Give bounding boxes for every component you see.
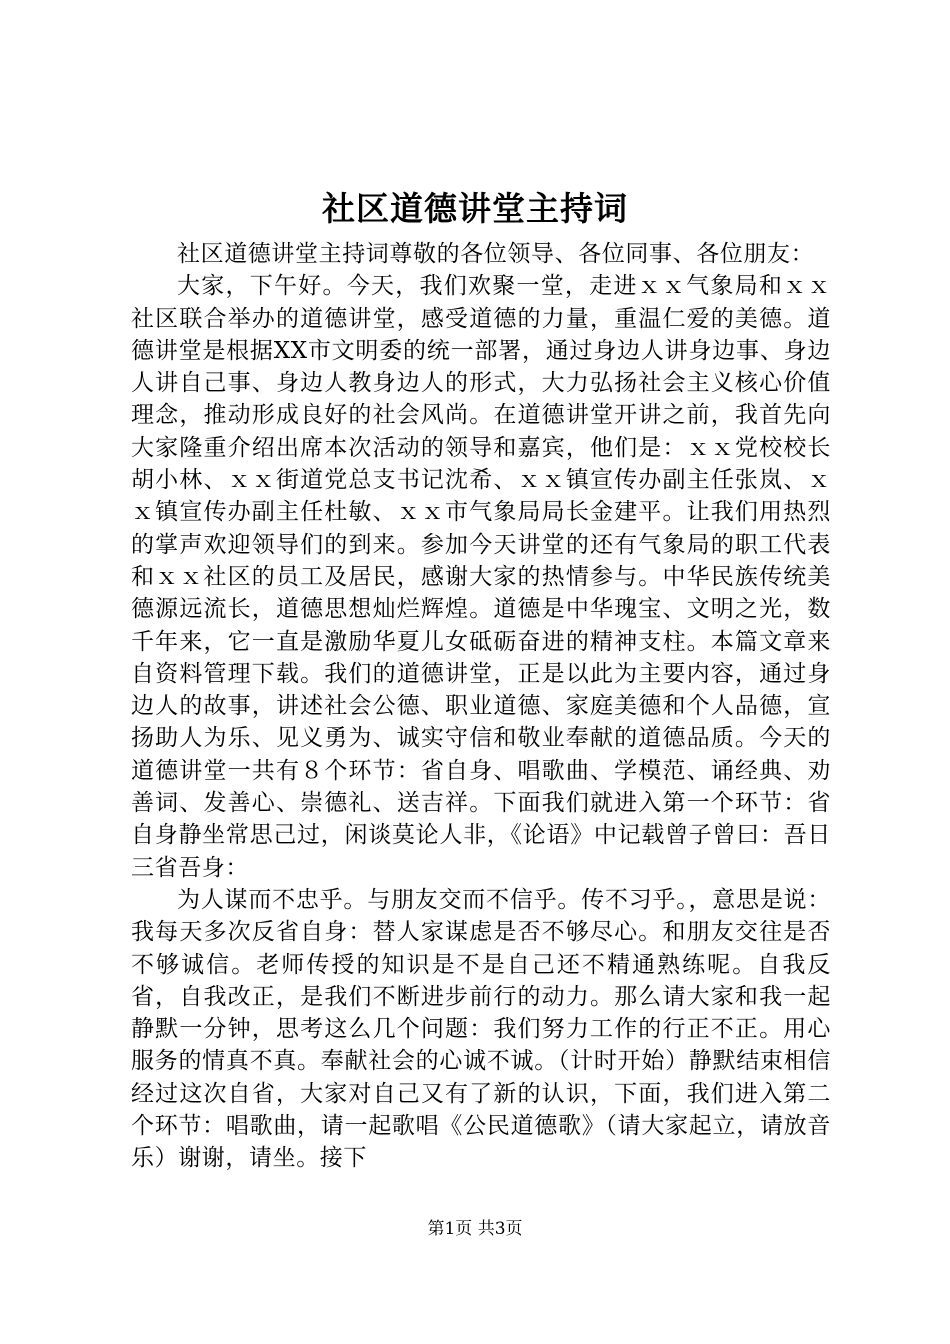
document-title: 社区道德讲堂主持词 xyxy=(322,189,628,228)
document-body xyxy=(131,238,831,1175)
paragraph-opening: 大家，下午好。今天，我们欢聚一堂，走进ｘｘ气象局和ｘｘ社区联合举办的道德讲堂，感受道德的力量，重温仁爱的美德。道德讲堂是根据XX市文明委的统一部署，通过身边人讲身边事、身边人讲自己事、身边人教身边人的形式，大力弘扬社会主义核心价值理念，推动形成良好的社会风尚。在道德讲堂开讲之前，我首先向大家隆重介绍出席本次活动的领导和嘉宾，他们是：ｘｘ党校校长胡小林、ｘｘ街道党总支书记沈希、ｘｘ镇宣传办副主任张岚、ｘｘ镇宣传办副主任杜敏、ｘｘ市气象局局长金建平。让我们用热烈的掌声欢迎领导们的到来。参加今天讲堂的还有气象局的职工代表和ｘｘ社区的员工及居民，感谢大家的热情参与。中华民族传统美德源远流长，道德思想灿烂辉煌。道德是中华瑰宝、文明之光，数千年来，它一直是激励华夏儿女砥砺奋进的精神支柱。本篇文章来自资料管理下载。我们的道德讲堂，正是以此为主要内容，通过身边人的故事，讲述社会公德、职业道德、家庭美德和个人品德，宣扬助人为乐、见义勇为、诚实守信和敬业奉献的道德品质。今天的道德讲堂一共有８个环节：省自身、唱歌曲、学模范、诵经典、劝善词、发善心、崇德礼、送吉祥。下面我们就进入第一个环节：省自身静坐常思己过，闲谈莫论人非，《论语》中记载曾子曾曰：吾日三省吾身： xyxy=(131,273,831,881)
page-number-footer: 第1页 共3页 xyxy=(427,1219,523,1239)
paragraph-greeting: 社区道德讲堂主持词尊敬的各位领导、各位同事、各位朋友： xyxy=(177,241,815,267)
paragraph-reflection: 为人谋而不忠乎。与朋友交而不信乎。传不习乎。，意思是说：我每天多次反省自身：替人家谋虑是否不够尽心。和朋友交往是否不够诚信。老师传授的知识是不是自己还不精通熟练呢。自我反省，自我改正，是我们不断进步前行的动力。那么请大家和我一起静默一分钟，思考这么几个问题：我们努力工作的行正不正。用心服务的情真不真。奉献社会的心诚不诚。（计时开始）静默结束相信经过这次自省，大家对自己又有了新的认识，下面，我们进入第二个环节：唱歌曲，请一起歌唱《公民道德歌》（请大家起立，请放音乐）谢谢，请坐。接下 xyxy=(131,886,831,1172)
